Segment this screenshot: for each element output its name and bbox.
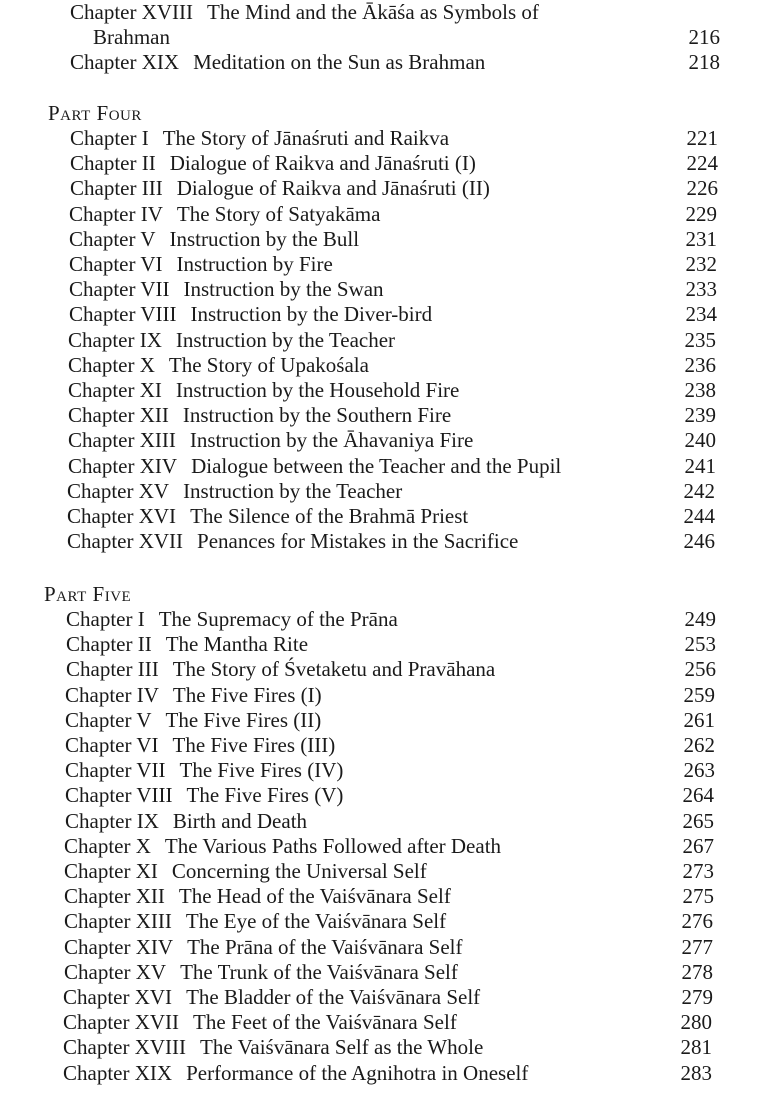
toc-entry bbox=[70, 151, 476, 176]
page-number: 231 bbox=[685, 226, 717, 251]
page-number: 276 bbox=[681, 909, 713, 934]
page-number: 262 bbox=[683, 733, 715, 757]
page-number: 238 bbox=[684, 378, 716, 402]
toc-entry bbox=[70, 0, 539, 25]
chapter-number: Chapter XVI bbox=[63, 985, 173, 1009]
toc-entry bbox=[69, 277, 384, 302]
chapter-number: Chapter VIII bbox=[69, 302, 177, 327]
toc-entry bbox=[63, 1010, 457, 1035]
chapter-number: Chapter III bbox=[66, 657, 159, 682]
chapter-number: Chapter XVIII bbox=[70, 0, 194, 24]
chapter-number: Chapter I bbox=[70, 126, 149, 150]
chapter-title: The Five Fires (V) bbox=[186, 783, 344, 808]
toc-entry bbox=[63, 985, 480, 1010]
toc-entry bbox=[69, 227, 359, 252]
toc-entry bbox=[65, 809, 307, 834]
page-number: 264 bbox=[682, 783, 714, 808]
chapter-title: Instruction by the Southern Fire bbox=[182, 403, 452, 428]
chapter-number: Chapter II bbox=[70, 151, 156, 176]
chapter-number: Chapter VII bbox=[65, 758, 166, 783]
toc-entry bbox=[64, 960, 458, 985]
chapter-number: Chapter XI bbox=[64, 859, 158, 883]
chapter-number: Chapter XV bbox=[67, 478, 170, 503]
page-number: 259 bbox=[683, 682, 715, 707]
toc-entry bbox=[68, 328, 395, 353]
page-number: 265 bbox=[682, 808, 714, 833]
chapter-title: The Trunk of the Vaiśvānara Self bbox=[180, 959, 458, 984]
chapter-title: The Various Paths Followed after Death bbox=[164, 833, 502, 858]
toc-entry bbox=[67, 504, 468, 529]
toc-entry bbox=[64, 859, 427, 884]
chapter-title: The Feet of the Vaiśvānara Self bbox=[193, 1010, 457, 1035]
toc-entry bbox=[64, 909, 446, 934]
toc-entry bbox=[68, 353, 369, 378]
chapter-title: The Bladder of the Vaiśvānara Self bbox=[186, 985, 481, 1009]
chapter-title: The Prāna of the Vaiśvānara Self bbox=[187, 934, 463, 959]
page-number: 275 bbox=[682, 884, 714, 909]
toc-entry bbox=[65, 758, 343, 783]
page-number: 261 bbox=[683, 707, 715, 732]
chapter-title: Meditation on the Sun as Brahman bbox=[193, 50, 486, 74]
toc-entry bbox=[66, 607, 398, 632]
chapter-title: The Five Fires (III) bbox=[172, 733, 336, 757]
chapter-title: The Story of Śvetaketu and Pravāhana bbox=[172, 657, 496, 682]
page-number: 218 bbox=[688, 50, 720, 74]
page-number: 239 bbox=[684, 403, 716, 428]
chapter-number: Chapter XVII bbox=[63, 1010, 180, 1035]
toc-entry bbox=[68, 454, 561, 479]
chapter-number: Chapter VIII bbox=[65, 783, 173, 808]
chapter-title: Instruction by Fire bbox=[176, 252, 333, 276]
chapter-number: Chapter X bbox=[64, 833, 151, 858]
chapter-number: Chapter V bbox=[65, 707, 152, 732]
page-number: 263 bbox=[683, 758, 715, 783]
chapter-number: Chapter XIX bbox=[70, 50, 180, 74]
page-number: 280 bbox=[680, 1010, 712, 1035]
chapter-title: The Story of Jānaśruti and Raikva bbox=[162, 126, 450, 150]
page-number: 273 bbox=[682, 859, 714, 883]
toc-entry bbox=[65, 733, 335, 758]
chapter-number: Chapter XI bbox=[68, 378, 162, 402]
page-number: 283 bbox=[680, 1060, 712, 1085]
toc-entry bbox=[68, 403, 451, 428]
page-number: 249 bbox=[684, 607, 716, 631]
chapter-title: Instruction by the Āhavaniya Fire bbox=[189, 428, 474, 453]
chapter-title: Instruction by the Teacher bbox=[175, 327, 396, 352]
toc-entry bbox=[67, 529, 518, 554]
chapter-title: The Story of Upakośala bbox=[168, 352, 369, 377]
chapter-number: Chapter VI bbox=[69, 252, 163, 276]
page-number: 240 bbox=[684, 428, 716, 453]
page-number: 221 bbox=[686, 126, 718, 150]
chapter-title: Instruction by the Household Fire bbox=[175, 378, 460, 402]
chapter-title: Instruction by the Diver-bird bbox=[190, 302, 433, 327]
page-number: 241 bbox=[684, 453, 716, 478]
chapter-title: The Supremacy of the Prāna bbox=[158, 607, 398, 631]
toc-entry bbox=[63, 1061, 528, 1086]
page-number: 235 bbox=[684, 327, 716, 352]
chapter-title: The Five Fires (I) bbox=[172, 682, 322, 707]
toc-entry bbox=[64, 834, 501, 859]
toc-entry bbox=[68, 378, 459, 403]
page-number: 234 bbox=[685, 302, 717, 327]
page-number: 236 bbox=[684, 352, 716, 377]
toc-entry bbox=[66, 632, 308, 657]
toc-entry bbox=[69, 302, 432, 327]
chapter-title: Concerning the Universal Self bbox=[171, 859, 427, 883]
chapter-number: Chapter XIX bbox=[63, 1060, 173, 1085]
chapter-title: Instruction by the Teacher bbox=[183, 478, 403, 503]
page-number: 278 bbox=[681, 959, 713, 984]
chapter-title: The Five Fires (II) bbox=[165, 707, 322, 732]
toc-entry bbox=[70, 126, 449, 151]
chapter-title: Dialogue between the Teacher and the Pupil bbox=[191, 453, 562, 478]
chapter-title: The Eye of the Vaiśvānara Self bbox=[185, 909, 447, 934]
page-number: 281 bbox=[680, 1035, 712, 1060]
chapter-number: Chapter VII bbox=[69, 277, 170, 302]
page-number: 233 bbox=[685, 277, 717, 302]
chapter-title-continuation: Brahman bbox=[93, 25, 170, 49]
chapter-title: Instruction by the Bull bbox=[169, 226, 360, 251]
chapter-title: The Head of the Vaiśvānara Self bbox=[178, 884, 451, 909]
toc-entry bbox=[68, 428, 473, 453]
chapter-number: Chapter XVI bbox=[67, 504, 177, 528]
page-number: 246 bbox=[683, 529, 715, 554]
toc-entry bbox=[65, 683, 322, 708]
chapter-title: The Mantha Rite bbox=[165, 632, 309, 657]
toc-entry bbox=[66, 657, 495, 682]
page-number: 226 bbox=[686, 176, 718, 201]
chapter-number: Chapter XII bbox=[64, 884, 165, 909]
page-number: 267 bbox=[682, 833, 714, 858]
chapter-title: The Story of Satyakāma bbox=[176, 201, 381, 226]
chapter-number: Chapter II bbox=[66, 632, 152, 657]
page-number: 229 bbox=[685, 201, 717, 226]
chapter-number: Chapter XIV bbox=[64, 934, 174, 959]
page-number: 242 bbox=[683, 478, 715, 503]
chapter-number: Chapter XIII bbox=[64, 909, 172, 934]
chapter-title: Instruction by the Swan bbox=[183, 277, 384, 302]
chapter-title: The Silence of the Brahmā Priest bbox=[190, 504, 469, 528]
chapter-number: Chapter XII bbox=[68, 403, 169, 428]
toc-entry bbox=[63, 1035, 483, 1060]
page-number: 224 bbox=[686, 151, 718, 176]
chapter-title: Performance of the Agnihotra in Oneself bbox=[186, 1060, 529, 1085]
chapter-number: Chapter III bbox=[70, 176, 163, 201]
toc-entry bbox=[64, 935, 463, 960]
page-number: 216 bbox=[688, 25, 720, 49]
toc-entry bbox=[67, 479, 402, 504]
chapter-title: Dialogue of Raikva and Jānaśruti (I) bbox=[169, 151, 476, 176]
chapter-number: Chapter IX bbox=[65, 808, 159, 833]
chapter-number: Chapter XV bbox=[64, 959, 167, 984]
page-number: 232 bbox=[685, 252, 717, 276]
chapter-title: Dialogue of Raikva and Jānaśruti (II) bbox=[176, 176, 490, 201]
chapter-title: The Mind and the Ākāśa as Symbols of bbox=[207, 0, 539, 24]
chapter-number: Chapter I bbox=[66, 607, 145, 631]
page-number: 256 bbox=[684, 657, 716, 682]
part-heading: Part Five bbox=[44, 582, 132, 606]
chapter-title: The Five Fires (IV) bbox=[179, 758, 344, 783]
toc-entry bbox=[69, 202, 380, 227]
page-number: 253 bbox=[684, 632, 716, 657]
toc-entry bbox=[65, 708, 321, 733]
chapter-title: Penances for Mistakes in the Sacrifice bbox=[197, 529, 519, 554]
toc-entry bbox=[65, 783, 343, 808]
chapter-number: Chapter XIV bbox=[68, 453, 178, 478]
chapter-number: Chapter IV bbox=[65, 682, 159, 707]
page-number: 279 bbox=[681, 985, 713, 1009]
chapter-title: Birth and Death bbox=[172, 808, 308, 833]
chapter-number: Chapter IX bbox=[68, 327, 162, 352]
toc-entry bbox=[70, 50, 485, 75]
toc-entry bbox=[69, 252, 333, 277]
toc-entry bbox=[70, 176, 490, 201]
chapter-number: Chapter X bbox=[68, 352, 155, 377]
chapter-number: Chapter XVII bbox=[67, 529, 184, 554]
chapter-number: Chapter V bbox=[69, 226, 156, 251]
toc-entry bbox=[64, 884, 451, 909]
chapter-title: The Vaiśvānara Self as the Whole bbox=[200, 1035, 484, 1060]
chapter-number: Chapter VI bbox=[65, 733, 159, 757]
chapter-number: Chapter IV bbox=[69, 201, 163, 226]
chapter-number: Chapter XVIII bbox=[63, 1035, 187, 1060]
page-number: 244 bbox=[683, 504, 715, 528]
part-heading: Part Four bbox=[48, 101, 142, 125]
page-number: 277 bbox=[681, 934, 713, 959]
chapter-number: Chapter XIII bbox=[68, 428, 176, 453]
